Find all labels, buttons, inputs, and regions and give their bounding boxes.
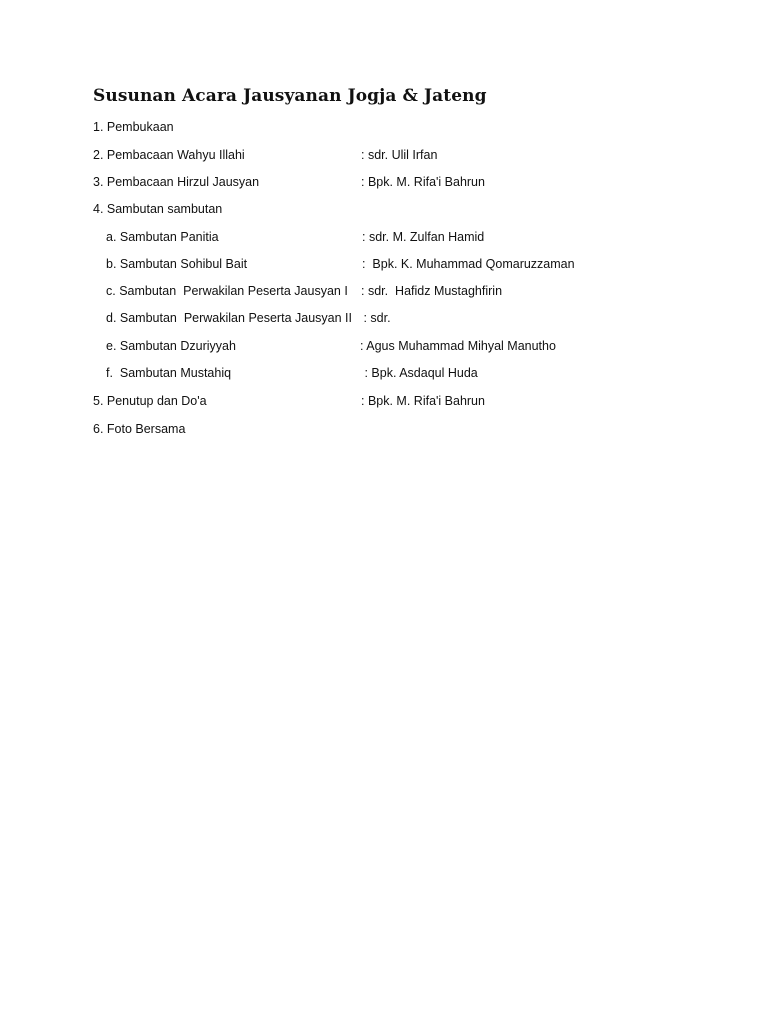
agenda-subitem-panitia [0,228,768,246]
agenda-item-person: : Bpk. M. Rifa'i Bahrun [361,175,485,189]
agenda-item-person: : sdr. Ulil Irfan [361,148,438,162]
agenda-subitem-peserta-1 [0,282,768,300]
agenda-item-person: : Bpk. M. Rifa'i Bahrun [361,394,485,408]
agenda-item-label: 4. Sambutan sambutan [93,202,223,216]
agenda-subitem-sohibul-bait [0,255,768,273]
agenda-subitem-label: f. Sambutan Mustahiq [106,366,232,380]
agenda-item-foto-bersama [0,420,768,438]
agenda-subitem-label: d. Sambutan Perwakilan Peserta Jausyan II [106,311,352,325]
agenda-subitem-person: : Bpk. Asdaqul Huda [361,366,478,380]
agenda-subitem-label: c. Sambutan Perwakilan Peserta Jausyan I [106,284,348,298]
document-title: Susunan Acara Jausyanan Jogja & Jateng [93,86,487,106]
agenda-item-label: 6. Foto Bersama [93,422,186,436]
agenda-subitem-mustahiq [0,364,768,382]
agenda-item-pembukaan [0,118,768,136]
agenda-item-label: 5. Penutup dan Do'a [93,394,207,408]
agenda-subitem-person: : sdr. Hafidz Mustaghfirin [361,284,503,298]
agenda-item-sambutan [0,200,768,218]
agenda-subitem-person: : sdr. [360,311,391,325]
agenda-item-label: 1. Pembukaan [93,120,174,134]
agenda-item-label: 2. Pembacaan Wahyu Illahi [93,148,245,162]
agenda-item-pembacaan-wahyu [0,146,768,164]
agenda-subitem-label: b. Sambutan Sohibul Bait [106,257,248,271]
agenda-subitem-dzuriyyah [0,337,768,355]
agenda-subitem-person: : Agus Muhammad Mihyal Manutho [360,339,556,353]
agenda-subitem-person: : sdr. M. Zulfan Hamid [362,230,485,244]
agenda-subitem-person: : Bpk. K. Muhammad Qomaruzzaman [362,257,575,271]
agenda-item-penutup [0,392,768,410]
agenda-item-pembacaan-hirzul [0,173,768,191]
agenda-subitem-peserta-2 [0,309,768,327]
agenda-item-label: 3. Pembacaan Hirzul Jausyan [93,175,260,189]
agenda-subitem-label: a. Sambutan Panitia [106,230,219,244]
agenda-subitem-label: e. Sambutan Dzuriyyah [106,339,236,353]
